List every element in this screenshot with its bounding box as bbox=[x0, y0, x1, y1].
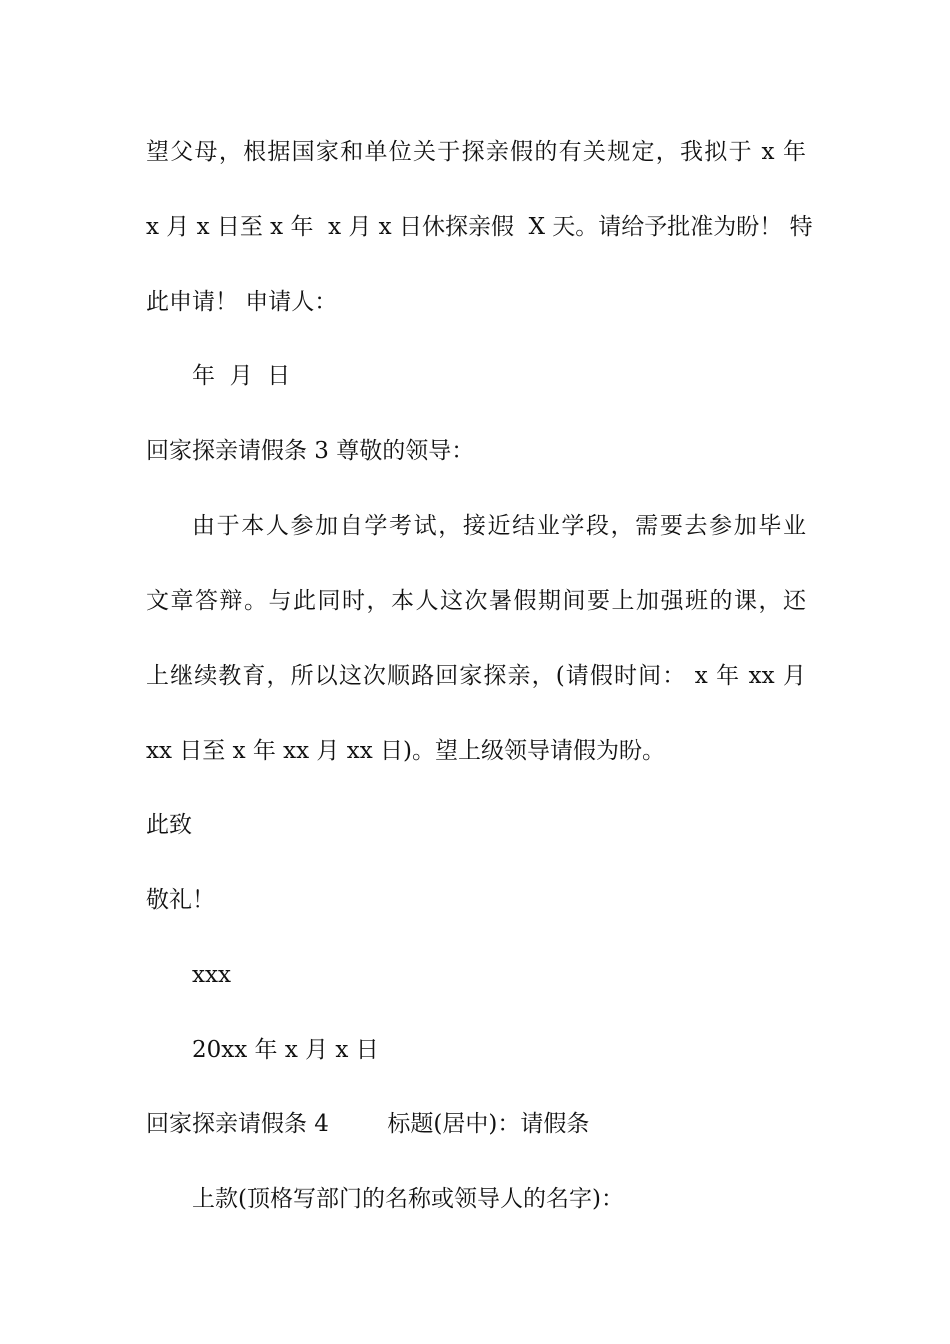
paragraph-line-3: 此申请！ 申请人： bbox=[146, 289, 338, 315]
body-line-3: 上继续教育，所以这次顺路回家探亲，(请假时间： x 年 xx 月 bbox=[146, 663, 806, 689]
signature-date: 20xx 年 x 月 x 日 bbox=[192, 1037, 379, 1063]
paragraph-line-1: 望父母，根据国家和单位关于探亲假的有关规定，我拟于 x 年 bbox=[146, 139, 806, 165]
body-line-1: 由于本人参加自学考试，接近结业学段，需要去参加毕业 bbox=[192, 513, 806, 539]
paragraph-line-2: x 月 x 日至 x 年 x 月 x 日休探亲假 X 天。请给予批准为盼！ 特 bbox=[146, 214, 813, 240]
signature-name: xxx bbox=[192, 962, 231, 988]
body-line-4: xx 日至 x 年 xx 月 xx 日)。望上级领导请假为盼。 bbox=[146, 738, 665, 764]
section-heading-3: 回家探亲请假条 3 尊敬的领导： bbox=[146, 438, 475, 464]
date-line: 年 月 日 bbox=[192, 363, 291, 389]
section-heading-4: 回家探亲请假条 4 标题(居中)：请假条 bbox=[146, 1111, 590, 1137]
closing-line-1: 此致 bbox=[146, 812, 192, 838]
body-line-2: 文章答辩。与此同时，本人这次暑假期间要上加强班的课，还 bbox=[146, 588, 806, 614]
closing-line-2: 敬礼！ bbox=[146, 887, 215, 913]
instruction-line: 上款(顶格写部门的名称或领导人的名字)： bbox=[192, 1186, 624, 1212]
